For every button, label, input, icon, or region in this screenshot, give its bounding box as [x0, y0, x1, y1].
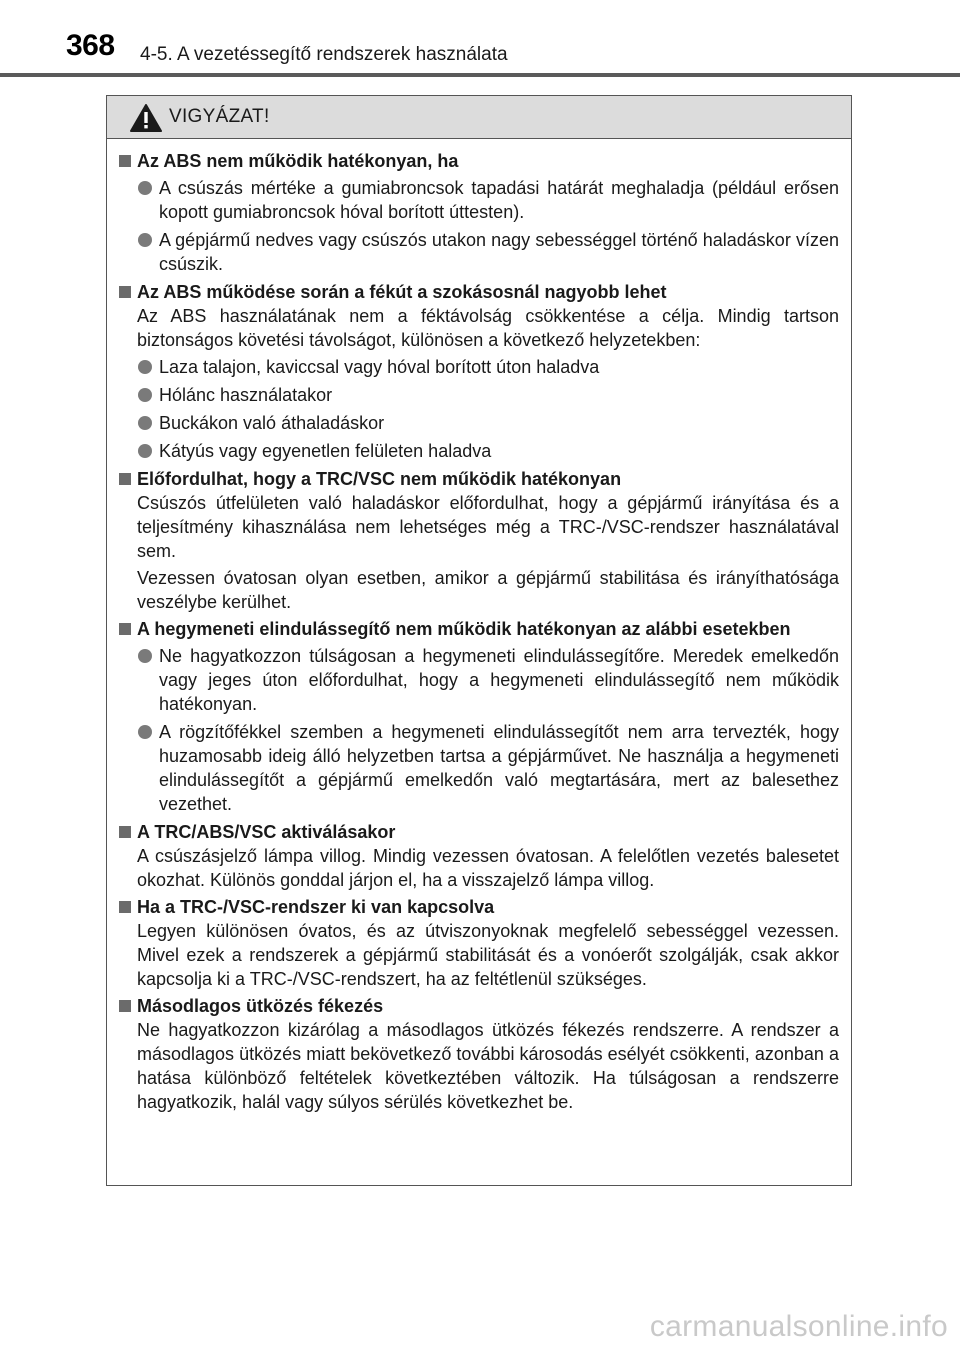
item-heading — [117, 467, 839, 491]
round-bullet-icon — [138, 725, 152, 739]
list-item — [117, 176, 839, 224]
round-bullet-icon — [138, 360, 152, 374]
caution-item-trc-vsc-off — [117, 895, 839, 991]
list-item-text: Buckákon való áthaladáskor — [159, 413, 385, 433]
watermark: carmanualsonline.info — [649, 1310, 948, 1343]
list-item — [117, 439, 839, 463]
item-text: Az ABS használatának nem a féktávolság csökkentése a célja. Mindig tartson biztonságos követési távolságot, különösen a következő helyzetekben: — [137, 306, 839, 350]
page-header — [0, 0, 960, 80]
item-heading — [117, 149, 839, 173]
list-item-text: A gépjármű nedves vagy csúszós utakon nagy sebességgel történő haladáskor vízen csúszik. — [159, 230, 839, 274]
caution-box — [106, 95, 852, 1186]
item-heading — [117, 895, 839, 919]
item-heading-text: Az ABS nem működik hatékonyan, ha — [137, 151, 459, 171]
item-text: Legyen különösen óvatos, és az útviszonyoknak megfelelő sebességgel vezessen. Mivel ezek a rendszerek a gépjármű stabilitását és a vonóerőt szolgálják, csak akkor kapcsolja ki a TRC-/VSC-rendszert, ha az feltétlenül szükséges. — [137, 921, 839, 989]
square-bullet-icon — [119, 623, 131, 635]
list-item — [117, 411, 839, 435]
caution-item-abs-ineffective — [117, 149, 839, 276]
list-item-text: A csúszás mértéke a gumiabroncsok tapadási határát meghaladja (például erősen kopott gumiabroncsok hóval borított úttesten). — [159, 178, 839, 222]
list-item-text: Laza talajon, kaviccsal vagy hóval borított úton haladva — [159, 357, 600, 377]
warning-triangle-icon — [129, 103, 163, 133]
item-heading — [117, 994, 839, 1018]
item-heading — [117, 820, 839, 844]
caution-header — [107, 96, 851, 139]
item-heading — [117, 280, 839, 304]
square-bullet-icon — [119, 286, 131, 298]
item-heading-text: Ha a TRC-/VSC-rendszer ki van kapcsolva — [137, 897, 495, 917]
item-heading — [117, 617, 839, 641]
caution-item-trc-abs-vsc-activation — [117, 820, 839, 892]
square-bullet-icon — [119, 901, 131, 913]
page-number: 368 — [66, 29, 115, 62]
list-item — [117, 383, 839, 407]
list-item — [117, 720, 839, 816]
section-title: 4-5. A vezetéssegítő rendszerek használata — [140, 44, 508, 65]
list-item-text: Hólánc használatakor — [159, 385, 333, 405]
square-bullet-icon — [119, 155, 131, 167]
item-heading-text: Másodlagos ütközés fékezés — [137, 996, 384, 1016]
item-text: Csúszós útfelületen való haladáskor előfordulhat, hogy a gépjármű irányítása és a teljesítmény kihasználása nem lehetséges még a TRC-/VSC-rendszer használatával sem. — [137, 493, 839, 561]
item-text: A csúszásjelző lámpa villog. Mindig vezessen óvatosan. A felelőtlen vezetés balesetet okozhat. Különös gonddal járjon el, ha a visszajelző lámpa villog. — [137, 846, 839, 890]
list-item — [117, 355, 839, 379]
square-bullet-icon — [119, 1000, 131, 1012]
item-heading-text: A TRC/ABS/VSC aktiválásakor — [137, 822, 396, 842]
list-item-text: Kátyús vagy egyenetlen felületen haladva — [159, 441, 492, 461]
square-bullet-icon — [119, 826, 131, 838]
caution-item-hill-start-assist — [117, 617, 839, 816]
caution-item-abs-braking-distance — [117, 280, 839, 463]
round-bullet-icon — [138, 444, 152, 458]
caution-item-secondary-collision-brake — [117, 994, 839, 1114]
round-bullet-icon — [138, 416, 152, 430]
list-item — [117, 644, 839, 716]
item-heading-text: Az ABS működése során a fékút a szokásosnál nagyobb lehet — [137, 282, 667, 302]
caution-item-trc-vsc-ineffective — [117, 467, 839, 614]
round-bullet-icon — [138, 388, 152, 402]
list-item-text: A rögzítőfékkel szemben a hegymeneti elindulássegítőt nem arra tervezték, hogy huzamosabb ideig álló helyzetben tartsa a gépjárművet. Ne használja a hegymeneti elindulássegítőt a gépjármű emelkedőn való megtartására, mert az balesethez vezethet. — [159, 722, 839, 814]
list-item — [117, 228, 839, 276]
caution-title: VIGYÁZAT! — [169, 106, 270, 127]
round-bullet-icon — [138, 181, 152, 195]
item-heading-text: A hegymeneti elindulássegítő nem működik hatékonyan az alábbi esetekben — [137, 619, 791, 639]
item-text: Ne hagyatkozzon kizárólag a másodlagos ütközés fékezés rendszerre. A rendszer a másodlagos ütközés miatt bekövetkező további károsodás esélyét csökkenti, azonban a hatása különböző feltételek következtében változik. Ha túlságosan a rendszerre hagyatkozik, halál vagy súlyos sérülés következhet be. — [137, 1020, 839, 1112]
item-text-secondary: Vezessen óvatosan olyan esetben, amikor a gépjármű stabilitása és irányíthatósága veszélybe kerülhet. — [137, 568, 839, 612]
header-divider — [0, 73, 960, 77]
square-bullet-icon — [119, 473, 131, 485]
item-heading-text: Előfordulhat, hogy a TRC/VSC nem működik hatékonyan — [137, 469, 622, 489]
list-item-text: Ne hagyatkozzon túlságosan a hegymeneti elindulássegítőre. Meredek emelkedőn vagy jeges úton előfordulhat, hogy a hegymeneti elindulássegítő nem működik hatékonyan. — [159, 646, 839, 714]
round-bullet-icon — [138, 233, 152, 247]
caution-body — [107, 139, 851, 1114]
round-bullet-icon — [138, 649, 152, 663]
